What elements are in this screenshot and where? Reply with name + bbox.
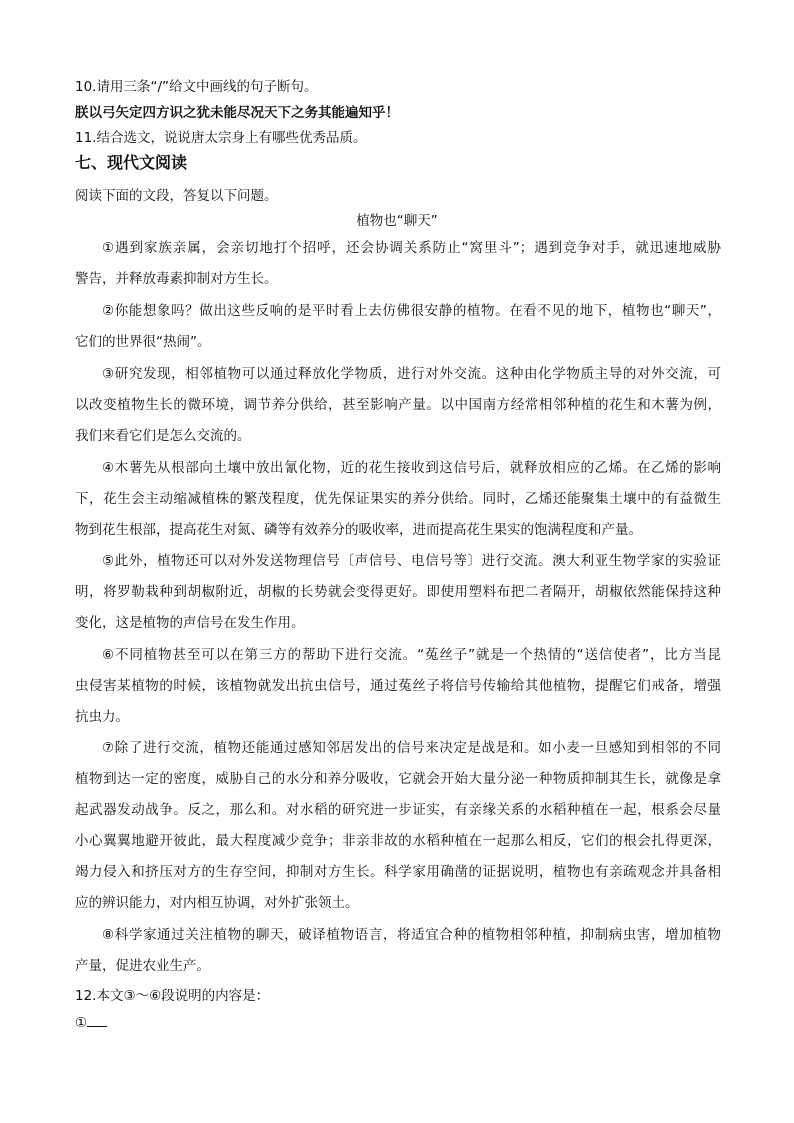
paragraph-line: 植物到达一定的密度，威胁自己的水分和养分吸收，它就会开始大量分泌一种物质抑制其生长，就像是拿 <box>75 771 721 787</box>
paragraph-line: 我们来看它们是怎么交流的。 <box>75 428 251 444</box>
paragraph-line: ⑦除了进行交流，植物还能通过感知邻居发出的信号来决定是战是和。如小麦一旦感知到相邻的不同 <box>102 740 721 756</box>
question-12-answer <box>75 1013 721 1031</box>
article-title: 植物也“聊天” <box>356 213 438 229</box>
paragraph-3 <box>75 359 721 452</box>
paragraph-7 <box>75 733 721 919</box>
paragraph-line: ①遇到家族亲属，会亲切地打个招呼，还会协调关系防止“窝里斗”；遇到竞争对手，就迅速地威胁 <box>102 240 721 256</box>
paragraph-line: 下，花生会主动缩减植株的繁茂程度，优先保证果实的养分供给。同时，乙烯还能聚集土壤中的有益微生 <box>75 491 721 507</box>
paragraph-line: ③研究发现，相邻植物可以通过释放化学物质，进行对外交流。这种由化学物质主导的对外交流，可 <box>102 366 721 382</box>
paragraph-line: ④木薯先从根部向土壤中放出氰化物，近的花生接收到这信号后，就释放相应的乙烯。在乙烯的影响 <box>102 460 721 476</box>
question-12-prompt: 12.本文③～⑥段说明的内容是： <box>75 988 270 1004</box>
question-10-prompt: 10.请用三条“/”给文中画线的句子断句。 <box>75 79 318 95</box>
paragraph-line: 警告，并释放毒素抑制对方生长。 <box>75 271 278 287</box>
reading-instruction: 阅读下面的文段，答复以下问题。 <box>75 188 278 204</box>
paragraph-line: 抗虫力。 <box>75 709 129 725</box>
paragraph-8 <box>75 920 721 982</box>
section-heading: 七、现代文阅读 <box>75 153 188 172</box>
paragraph-line: 以改变植物生长的微环境，调节养分供给，甚至影响产量。以中国南方经常相邻种植的花生和木薯为例， <box>75 397 721 413</box>
paragraph-line: 虫侵害某植物的时候，该植物就发出抗虫信号，通过菟丝子将信号传输给其他植物，提醒它们戒备，增强 <box>75 678 721 694</box>
paragraph-line: 明，将罗勒栽种到胡椒附近，胡椒的长势就会变得更好。即使用塑料布把二者隔开，胡椒依然能保持这种 <box>75 584 721 600</box>
paragraph-line: 起武器发动战争。反之，那么和。对水稻的研究进一步证实，有亲缘关系的水稻种植在一起，根系会尽量 <box>75 802 721 818</box>
paragraph-line: 小心翼翼地避开彼此，最大程度减少竞争；非亲非故的水稻种植在一起那么相反，它们的根会扎得更深， <box>75 833 721 849</box>
question-11-prompt: 11.结合选文，说说唐太宗身上有哪些优秀品质。 <box>75 130 367 146</box>
paragraph-line: ②你能想象吗？做出这些反响的是平时看上去仿佛很安静的植物。在看不见的地下，植物也“聊天”， <box>102 303 721 319</box>
paragraph-2 <box>75 296 721 358</box>
answer-blank[interactable] <box>87 1013 107 1027</box>
paragraph-line: 应的辨识能力，对内相互协调，对外扩张领土。 <box>75 895 359 911</box>
paragraph-6 <box>75 640 721 733</box>
paragraph-line: 竭力侵入和挤压对方的生存空间，抑制对方生长。科学家用确凿的证据说明，植物也有亲疏观念并具备相 <box>75 864 721 880</box>
paragraph-line: 它们的世界很“热闹”。 <box>75 334 211 350</box>
paragraph-1 <box>75 233 721 295</box>
paragraph-line: ⑧科学家通过关注植物的聊天，破译植物语言，将适宜合种的植物相邻种植，抑制病虫害，增加植物 <box>102 927 721 943</box>
paragraph-line: 变化，这是植物的声信号在发生作用。 <box>75 615 305 631</box>
question-10-sentence: 朕以弓矢定四方识之犹未能尽况天下之务其能遍知乎！ <box>75 105 399 121</box>
paragraph-line: ⑥不同植物甚至可以在第三方的帮助下进行交流。“菟丝子”就是一个热情的“送信使者”，比方当昆 <box>102 647 721 663</box>
paragraph-line: ⑤此外，植物还可以对外发送物理信号〔声信号、电信号等〕进行交流。澳大利亚生物学家的实验证 <box>102 553 721 569</box>
paragraph-5 <box>75 546 721 639</box>
paragraph-line: 物到花生根部，提高花生对氮、磷等有效养分的吸收率，进而提高花生果实的饱满程度和产量。 <box>75 522 642 538</box>
answer-number: ① <box>75 1015 88 1031</box>
paragraph-4 <box>75 453 721 546</box>
paragraph-line: 产量，促进农业生产。 <box>75 958 210 974</box>
